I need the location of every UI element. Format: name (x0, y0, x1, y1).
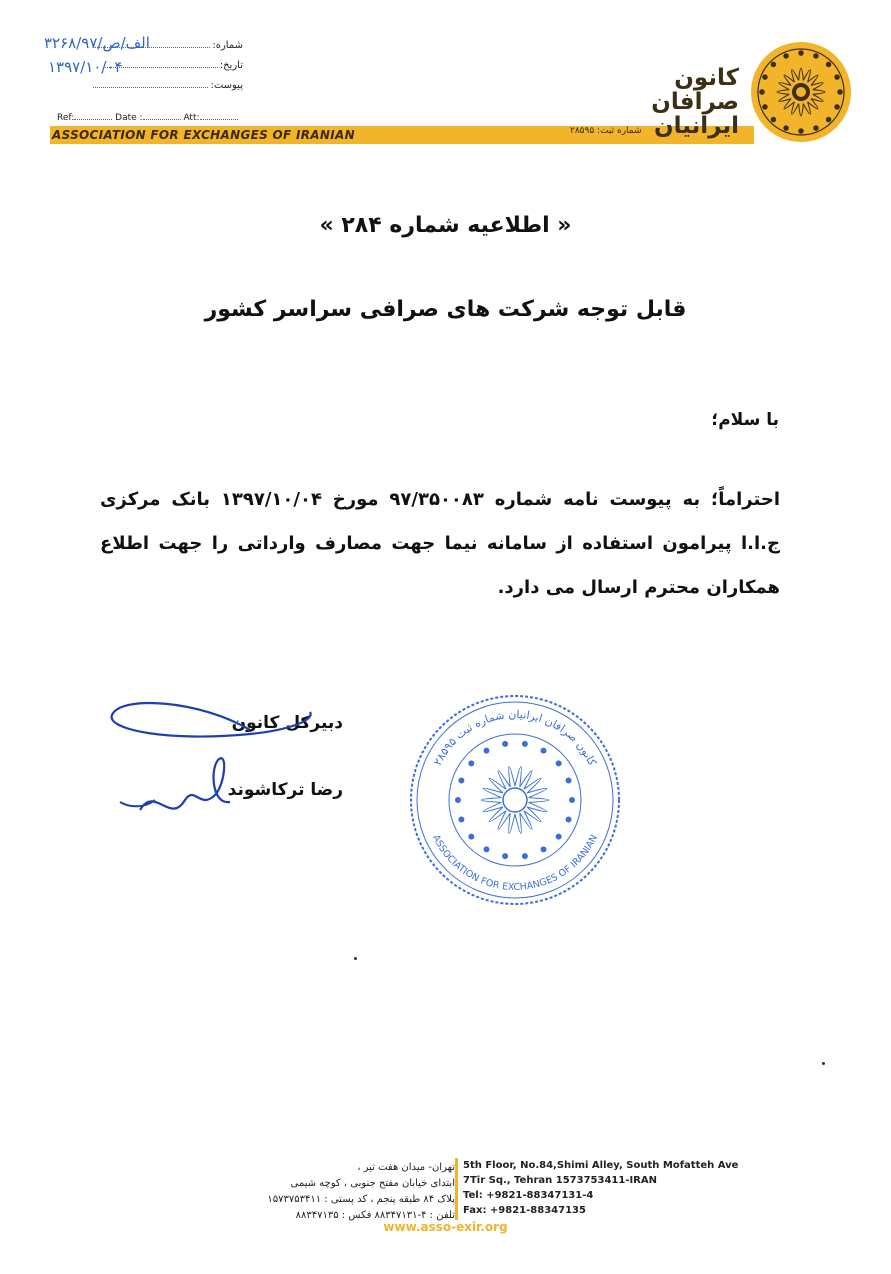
rosette-dot (459, 778, 464, 783)
footer-address-en: 5th Floor, No.84,Shimi Alley, South Mofatteh Ave 7Tir Sq., Tehran 1573753411-IRAN Tel: +9821-88347131-4 Fax: +9821-88347135 (463, 1160, 739, 1216)
rosette-petal (489, 807, 506, 822)
rosette-dot (541, 748, 546, 753)
handwritten-number: ۳۲۶۸/الف/ص/۹۷ (44, 34, 150, 52)
rosette-dot (469, 834, 474, 839)
number-label: شماره: (212, 40, 243, 51)
notice-subtitle: قابل توجه شرکت های صرافی سراسر کشور (204, 297, 687, 322)
rosette-dot (835, 105, 839, 109)
rosette-petal (515, 767, 521, 787)
footer-website-link[interactable]: www.asso-exir.org (383, 1220, 508, 1234)
brand-name: کانون صرافان ایرانیان (651, 65, 739, 139)
signature-name: رضا ترکاشوند (227, 780, 343, 800)
stamp-text-en: ASSOCIATION FOR EXCHANGES OF IRANIAN (430, 833, 600, 894)
handwritten-signature-icon (100, 690, 360, 840)
rosette-dot (503, 741, 508, 746)
rosette-petal (489, 778, 506, 793)
rosette-dot (484, 847, 489, 852)
rosette-dot (522, 741, 527, 746)
rosette-dot (771, 117, 775, 121)
rosette-dot (799, 129, 803, 133)
rosette-petal (509, 767, 515, 787)
ref-row: Ref: Date : Att: (57, 113, 238, 123)
speck-dot (822, 1062, 825, 1065)
official-stamp-icon (405, 690, 625, 910)
rosette-dot (838, 90, 842, 94)
footer-divider (455, 1158, 458, 1220)
rosette-petal (481, 798, 501, 803)
rosette-dot (556, 761, 561, 766)
handwritten-date: ۱۳۹۷/۱۰/۰۴ (48, 58, 123, 76)
registration-number: شماره ثبت: ۲۸۵۹۵ (570, 126, 642, 136)
rosette-dot (826, 62, 830, 66)
rosette-dot (784, 126, 788, 130)
stamp-text-fa: کانون صرافان ایرانیان شماره ثبت ۲۸۵۹۵ (431, 707, 599, 768)
rosette-petal (520, 771, 532, 790)
rosette-dot (799, 51, 803, 55)
rosette-dot (566, 817, 571, 822)
rosette-dot (763, 75, 767, 79)
rosette-dot (566, 778, 571, 783)
rosette-dot (459, 817, 464, 822)
rosette-dot (541, 847, 546, 852)
greeting: با سلام؛ (711, 410, 779, 430)
date-row (103, 60, 243, 71)
rosette-dot (814, 54, 818, 58)
rosette-dot (469, 761, 474, 766)
rosette-dot (570, 798, 575, 803)
rosette-petal (509, 813, 515, 833)
svg-text:ASSOCIATION FOR EXCHANGES OF I (430, 833, 600, 893)
rosette-dot (484, 748, 489, 753)
rosette-dot (503, 854, 508, 859)
rosette-dot (826, 117, 830, 121)
rosette-petal (520, 811, 532, 830)
svg-text:کانون صرافان ایرانیان شماره ثب (431, 708, 599, 768)
footer-address-fa: تهران- میدان هفت تیر ، ابتدای خیابان مفتح جنوبی ، کوچه شیمی پلاک ۸۴ طبقه پنجم ، کد پستی : ۱۵۷۳۷۵۳۴۱۱ تلفن : ۴-۸۸۳۴۷۱۳۱ فکس : ۸۸۳۴۷۱۳۵ (267, 1162, 455, 1221)
rosette-dot (814, 126, 818, 130)
rosette-dot (456, 798, 461, 803)
rosette-dot (760, 90, 764, 94)
body-paragraph: احتراماً؛ به پیوست نامه شماره ۹۷/۳۵۰۰۸۳ مورخ ۱۳۹۷/۱۰/۰۴ بانک مرکزی ج.ا.ا پیرامون استفاده از سامانه نیما جهت مصارف وارداتی را جهت اطلاع همکاران محترم ارسال می دارد. (100, 489, 780, 598)
attachment-row (93, 80, 243, 91)
signature-title: دبیرکل کانون (231, 713, 343, 733)
rosette-dot (835, 75, 839, 79)
rosette-petal (529, 798, 549, 803)
org-name-en: ASSOCIATION FOR EXCHANGES OF IRANIAN (52, 128, 355, 142)
speck-dot (354, 957, 357, 960)
rosette-petal (524, 807, 541, 822)
rosette-dot (556, 834, 561, 839)
rosette-petal (498, 811, 510, 830)
rosette-dot (771, 62, 775, 66)
attachment-label: پیوست: (210, 80, 243, 91)
rosette-petal (498, 771, 510, 790)
rosette-dot (763, 105, 767, 109)
notice-title: « اطلاعیه شماره ۲۸۴ » (319, 213, 572, 238)
rosette-dot (784, 54, 788, 58)
rosette-dot (522, 854, 527, 859)
rosette-petal (515, 813, 521, 833)
date-label: تاریخ: (219, 60, 243, 71)
logo-emblem-icon (749, 40, 853, 144)
rosette-petal (524, 778, 541, 793)
